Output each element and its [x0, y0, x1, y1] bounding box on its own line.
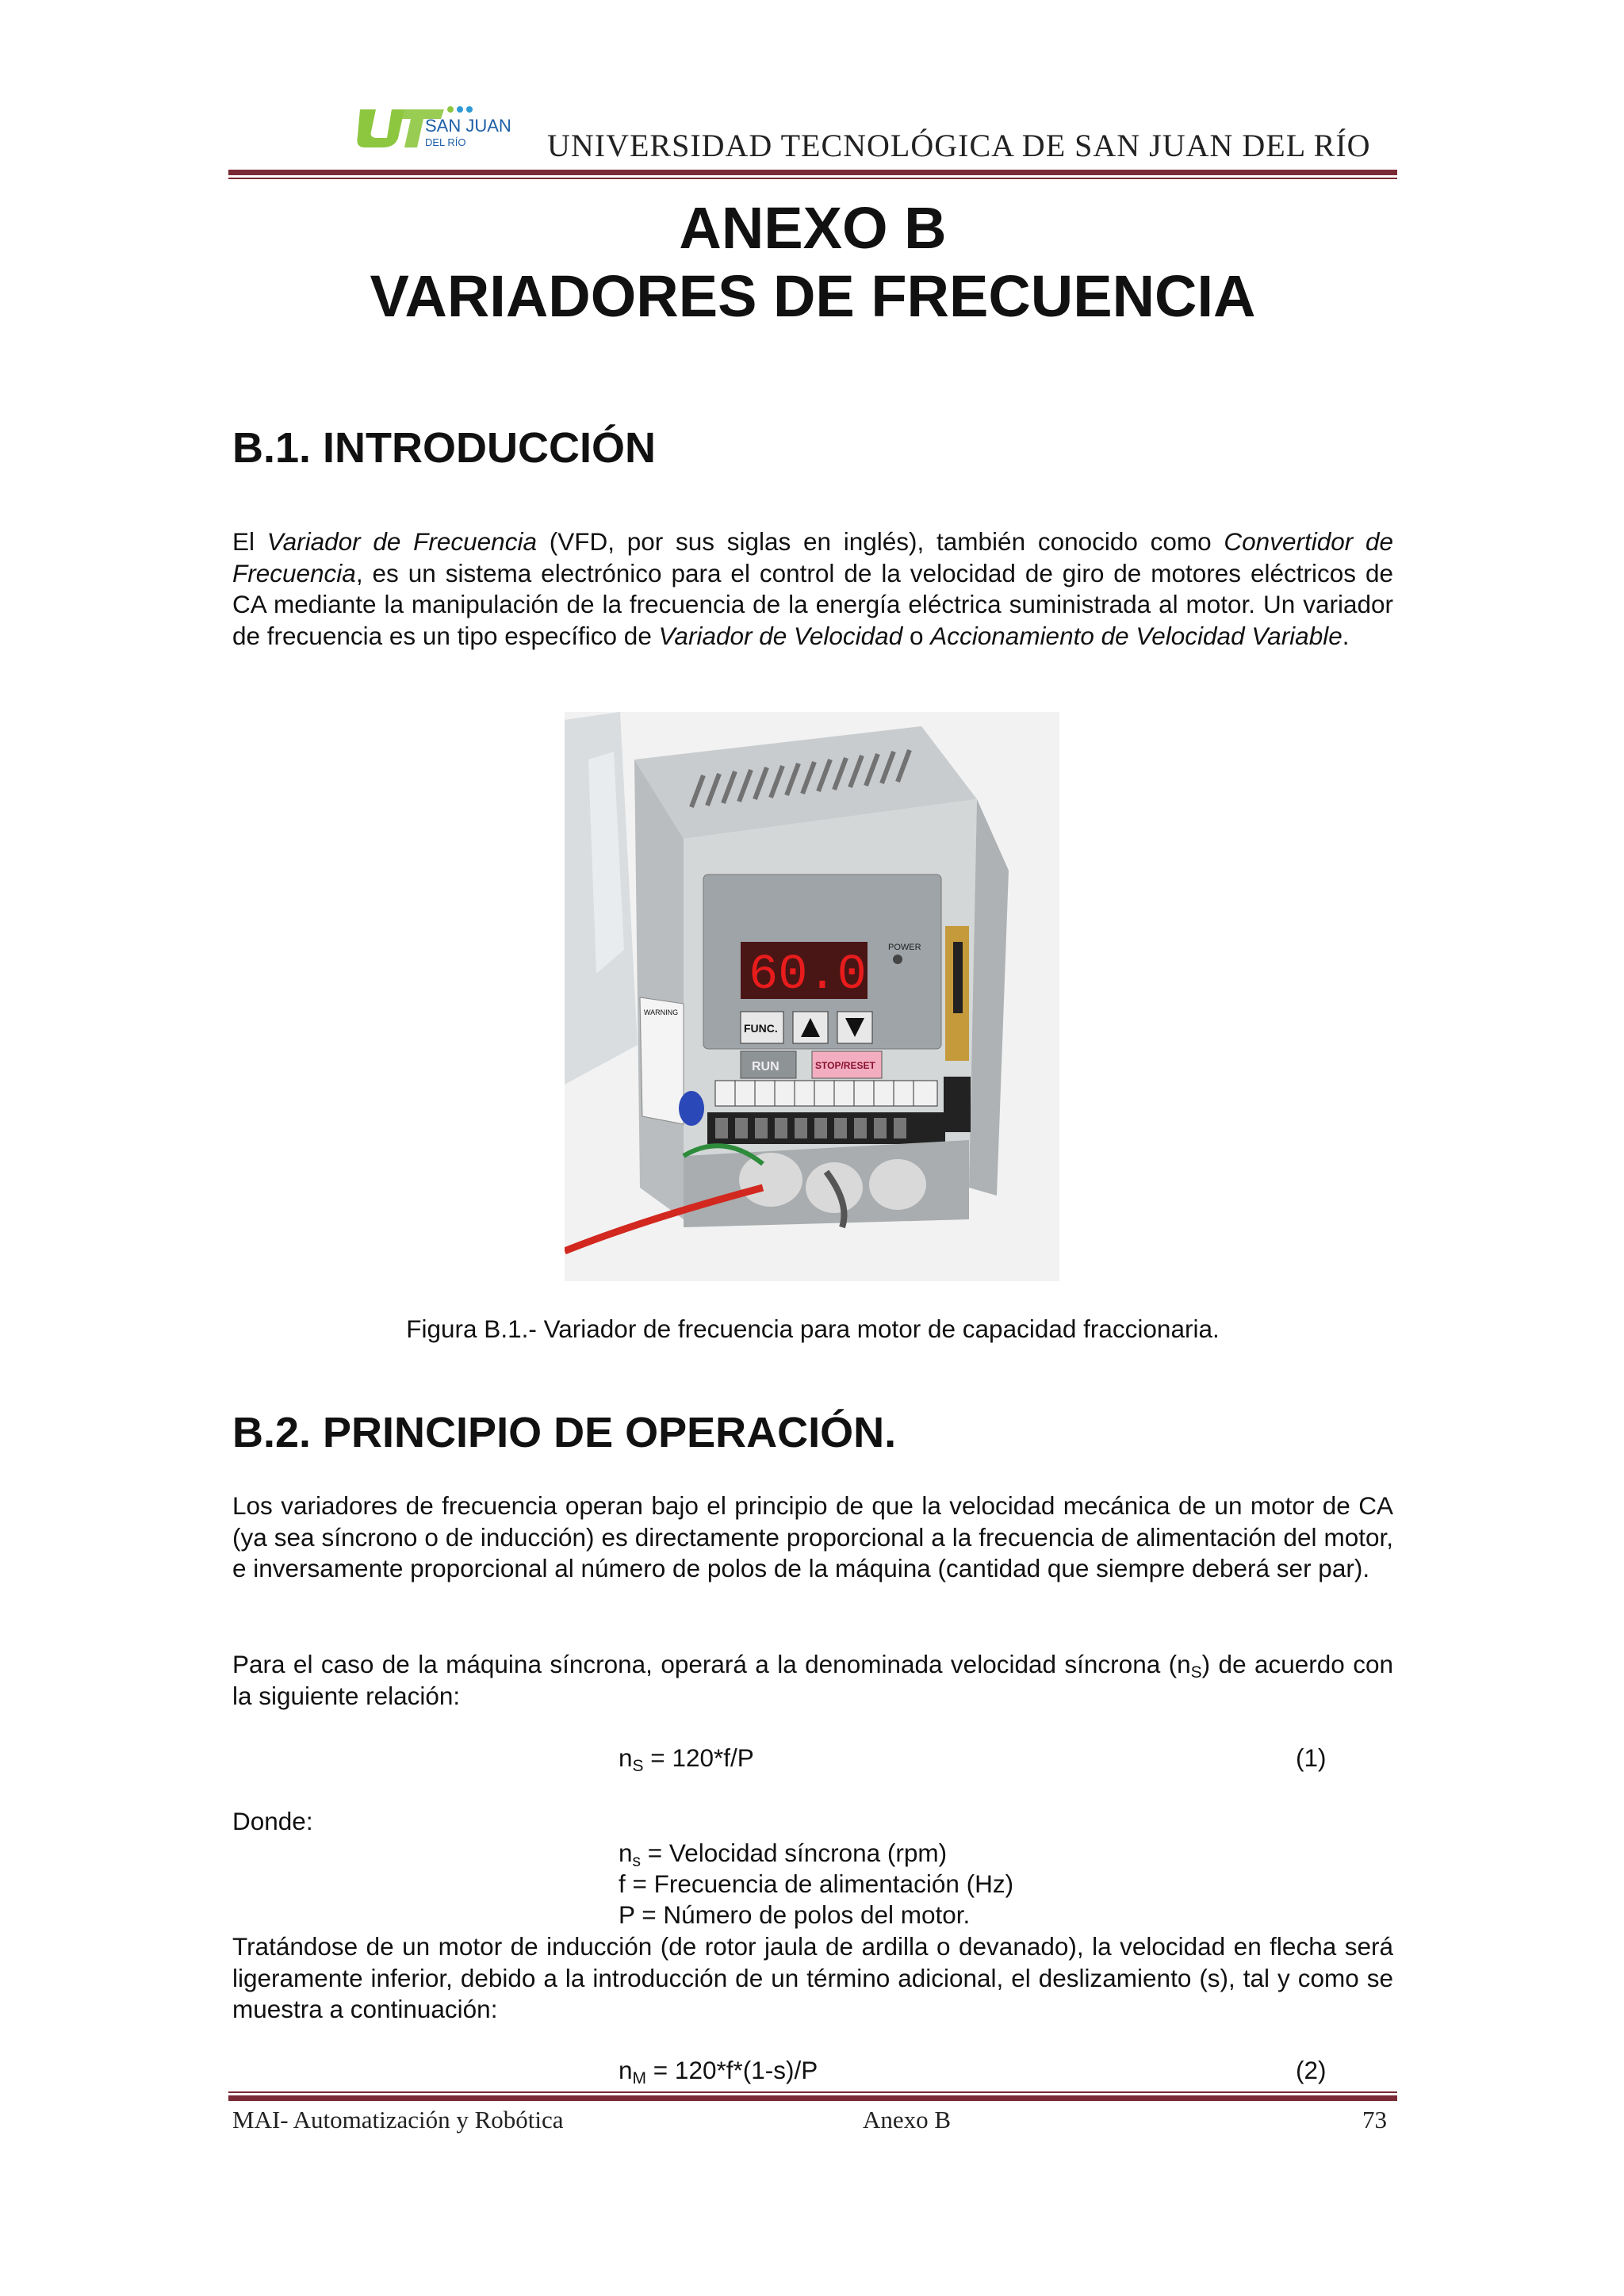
page-title: [228, 194, 1397, 331]
vfd-illustration: [565, 712, 1059, 1281]
equation-1-number: (1): [1296, 1743, 1327, 1772]
figure-caption: Figura B.1.- Variador de frecuencia para motor de capacidad fraccionaria.: [406, 1314, 1220, 1343]
vfd-display-value: 60.0: [749, 947, 867, 1003]
vfd-power-label: POWER: [888, 943, 921, 952]
definition-p: P = Número de polos del motor.: [619, 1900, 971, 1929]
intro-paragraph: El Variador de Frecuencia (VFD, por sus siglas en inglés), también conocido como Convertidor de Frecuencia, es un sistema electrónico para el control de la velocidad de giro de motores eléctricos de CA mediante la manipulación de la frecuencia de la energía eléctrica suministrada al motor. Un variador de frecuencia es un tipo específico de Variador de Velocidad o Accionamiento de Velocidad Variable.: [232, 527, 1393, 650]
vfd-func-label: FUNC.: [744, 1022, 778, 1035]
footer-center: Anexo B: [863, 2106, 952, 2133]
principle-paragraph-2: Para el caso de la máquina síncrona, operará a la denominada velocidad síncrona $(n_S)$ de acuerdo con la siguiente relación:: [232, 1650, 1393, 1710]
logo-subtext: DEL RÍO: [425, 136, 466, 148]
equation-2: $n_M = 120*f*(1-s)/P$: [619, 2056, 818, 2087]
university-logo: [355, 103, 514, 152]
principle-paragraph-1: Los variadores de frecuencia operan bajo el principio de que la velocidad mecánica de un motor de CA (ya sea síncrono o de inducción) es directamente proporcional a la frecuencia de alimentación del motor, e inversamente proporcional al número de polos de la máquina (cantidad que siempre deberá ser par).: [232, 1491, 1393, 1582]
definition-ns: $n_s$ = Velocidad síncrona (rpm): [619, 1839, 948, 1870]
donde-label: Donde:: [232, 1807, 313, 1835]
equation-1: $n_S = 120*f/P$: [619, 1743, 754, 1775]
footer-rule: [228, 2095, 1397, 2101]
vfd-warning-label: WARNING: [644, 1008, 679, 1016]
footer-rule-thin: [228, 2091, 1397, 2093]
university-name: UNIVERSIDAD TECNOLÓGICA DE SAN JUAN DEL RÍO: [547, 128, 1371, 163]
logo-text: SAN JUAN: [425, 116, 511, 136]
figure-vfd: [565, 712, 1059, 1281]
vfd-stop-label: STOP/RESET: [815, 1060, 875, 1071]
header-rule-thin: [228, 178, 1397, 179]
footer-left: MAI- Automatización y Robótica: [232, 2106, 564, 2133]
principle-paragraph-3: Tratándose de un motor de inducción (de rotor jaula de ardilla o devanado), la velocidad en flecha será ligeramente inferior, debido a la introducción de un término adicional, el deslizamiento (s), tal y como se muestra a continuación:: [232, 1932, 1393, 2023]
vfd-run-label: RUN: [752, 1060, 779, 1073]
header-rule: [228, 170, 1397, 175]
definition-f: f = Frecuencia de alimentación (Hz): [619, 1869, 1014, 1898]
title-line-1: ANEXO B: [679, 195, 947, 261]
title-line-2: VARIADORES DE FRECUENCIA: [370, 263, 1256, 329]
page-number: 73: [1362, 2106, 1387, 2133]
section-heading-principle: B.2. PRINCIPIO DE OPERACIÓN.: [232, 1409, 897, 1456]
section-heading-intro: B.1. INTRODUCCIÓN: [232, 424, 657, 472]
equation-2-number: (2): [1296, 2056, 1327, 2084]
